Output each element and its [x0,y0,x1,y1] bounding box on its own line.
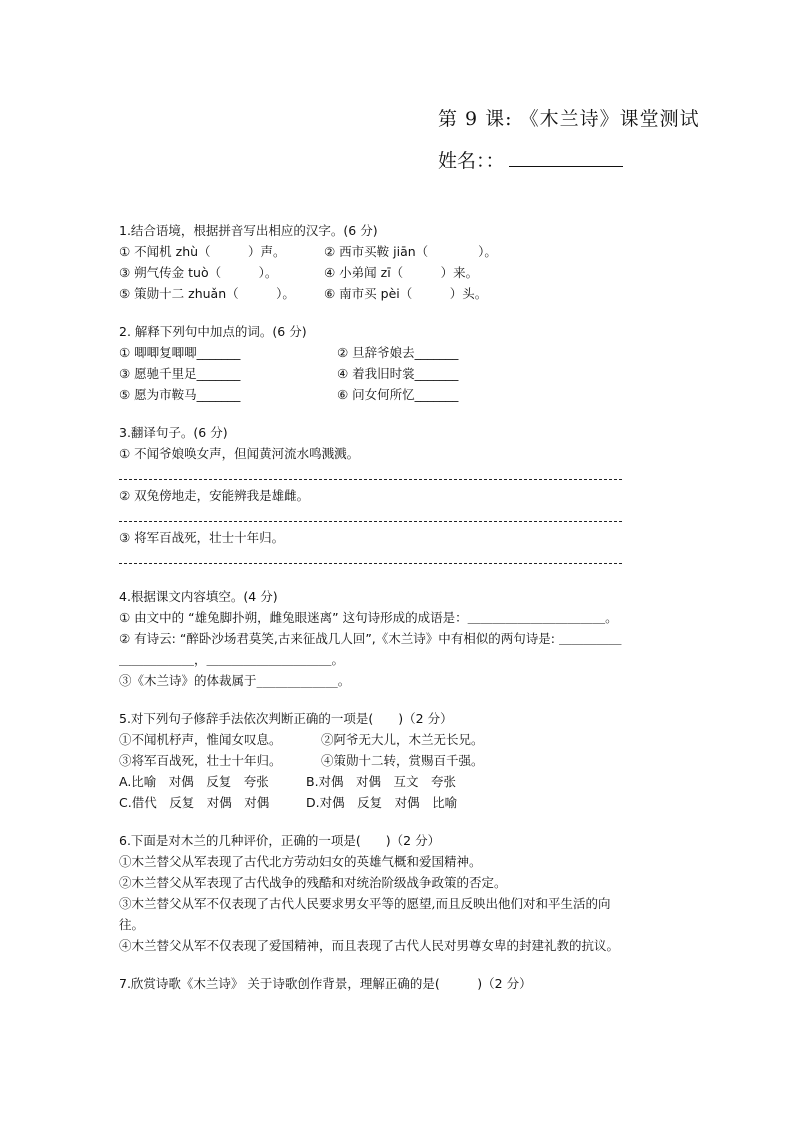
question-6-option: ②木兰替父从军表现了古代战争的残酷和对统治阶级战争政策的否定。 [119,875,507,890]
question-5 [119,708,679,813]
question-5-sentence-row [119,729,679,750]
question-1 [119,220,679,304]
answer-line[interactable] [119,506,679,527]
question-2-title: 2. 解释下列句中加点的词。(6 分) [119,324,307,339]
question-2-row [119,342,679,363]
question-3 [119,422,679,569]
question-7 [119,973,679,994]
question-5-option: C.借代 反复 对偶 对偶 [119,795,270,810]
question-2-item: ④ 着我旧时裳_______ [337,366,459,381]
question-4-line: ① 由文中的 “雄兔脚扑朔，雌兔眼迷离” 这句诗形成的成语是：＿＿＿＿＿＿＿＿＿＿＿。 [119,610,618,625]
question-6-option: ④木兰替父从军不仅表现了爱国精神，而且表现了古代人民对男尊女卑的封建礼教的抗议。 [119,938,620,953]
question-1-row [119,262,679,283]
question-5-sentence: ①不闻机杼声，惟闻女叹息。 [119,732,282,747]
question-2-row [119,363,679,384]
question-2-item: ① 唧唧复唧唧_______ [119,345,241,360]
question-4-line: ③《木兰诗》的体裁属于_____________。 [119,673,351,688]
question-3-item: ③ 将军百战死，壮士十年归。 [119,530,285,545]
question-2 [119,321,679,405]
answer-line[interactable] [119,464,679,485]
student-name-line [438,146,623,173]
question-5-sentence: ④策勋十二转，赏赐百千强。 [321,753,484,768]
question-3-item: ① 不闻爷娘唤女声，但闻黄河流水鸣溅溅。 [119,446,360,461]
question-2-item: ⑥ 问女何所忆_______ [337,387,459,402]
question-5-sentence-row [119,750,679,771]
question-6 [119,830,679,956]
question-5-option-row [119,792,679,813]
question-1-row [119,241,679,262]
question-2-item: ⑤ 愿为市鞍马_______ [119,387,241,402]
question-3-title: 3.翻译句子。(6 分) [119,425,228,440]
question-5-sentence: ②阿爷无大儿，木兰无长兄。 [321,732,484,747]
question-4 [119,586,679,691]
question-5-sentence: ③将军百战死，壮士十年归。 [119,753,282,768]
question-1-item: ② 西市买鞍 jiān（ ）。 [324,244,497,259]
question-1-item: ③ 朔气传金 tuò（ ）。 [119,265,278,280]
question-2-item: ③ 愿驰千里足_______ [119,366,241,381]
question-4-title: 4.根据课文内容填空。(4 分) [119,589,278,604]
question-6-option: ①木兰替父从军表现了古代北方劳动妇女的英雄气概和爱国精神。 [119,854,482,869]
answer-line[interactable] [119,548,679,569]
question-4-line: ＿＿＿＿＿＿，＿＿＿＿＿＿＿＿＿＿。 [119,652,345,667]
question-1-item: ⑥ 南市买 pèi（ ）头。 [324,286,488,301]
question-5-option-row [119,771,679,792]
exam-content [119,220,679,994]
question-1-item: ① 不闻机 zhù（ ）声。 [119,244,286,259]
question-2-row [119,384,679,405]
question-1-item: ⑤ 策勋十二 zhuǎn（ ）。 [119,286,295,301]
name-label: 姓名：： [438,150,505,172]
question-6-title: 6.下面是对木兰的几种评价，正确的一项是( )（2 分） [119,833,441,848]
question-5-title: 5.对下列句子修辞手法依次判断正确的一项是( )（2 分） [119,711,453,726]
page-title: 第 9 课: 《木兰诗》课堂测试 [438,108,700,130]
question-4-line: ② 有诗云: “醉卧沙场君莫笑,古来征战几人回”,《木兰诗》中有相似的两句诗是: ＿＿＿＿＿ [119,631,622,646]
question-2-item: ② 旦辞爷娘去_______ [337,345,459,360]
question-3-item: ② 双兔傍地走，安能辨我是雄雌。 [119,488,310,503]
question-1-item: ④ 小弟闻 zī（ ）来。 [324,265,479,280]
question-5-option: D.对偶 反复 对偶 比喻 [306,795,458,810]
question-1-row [119,283,679,304]
name-blank-field[interactable] [509,148,623,167]
question-1-title: 1.结合语境，根据拼音写出相应的汉字。(6 分) [119,223,378,238]
question-5-option: A.比喻 对偶 反复 夸张 [119,774,269,789]
question-5-option: B.对偶 对偶 互文 夸张 [306,774,457,789]
question-7-title: 7.欣赏诗歌《木兰诗》 关于诗歌创作背景，理解正确的是( )（2 分） [119,976,532,991]
question-6-option: ③木兰替父从军不仅表现了古代人民要求男女平等的愿望,而且反映出他们对和平生活的向 [119,896,611,911]
question-6-option: 往。 [119,917,145,932]
